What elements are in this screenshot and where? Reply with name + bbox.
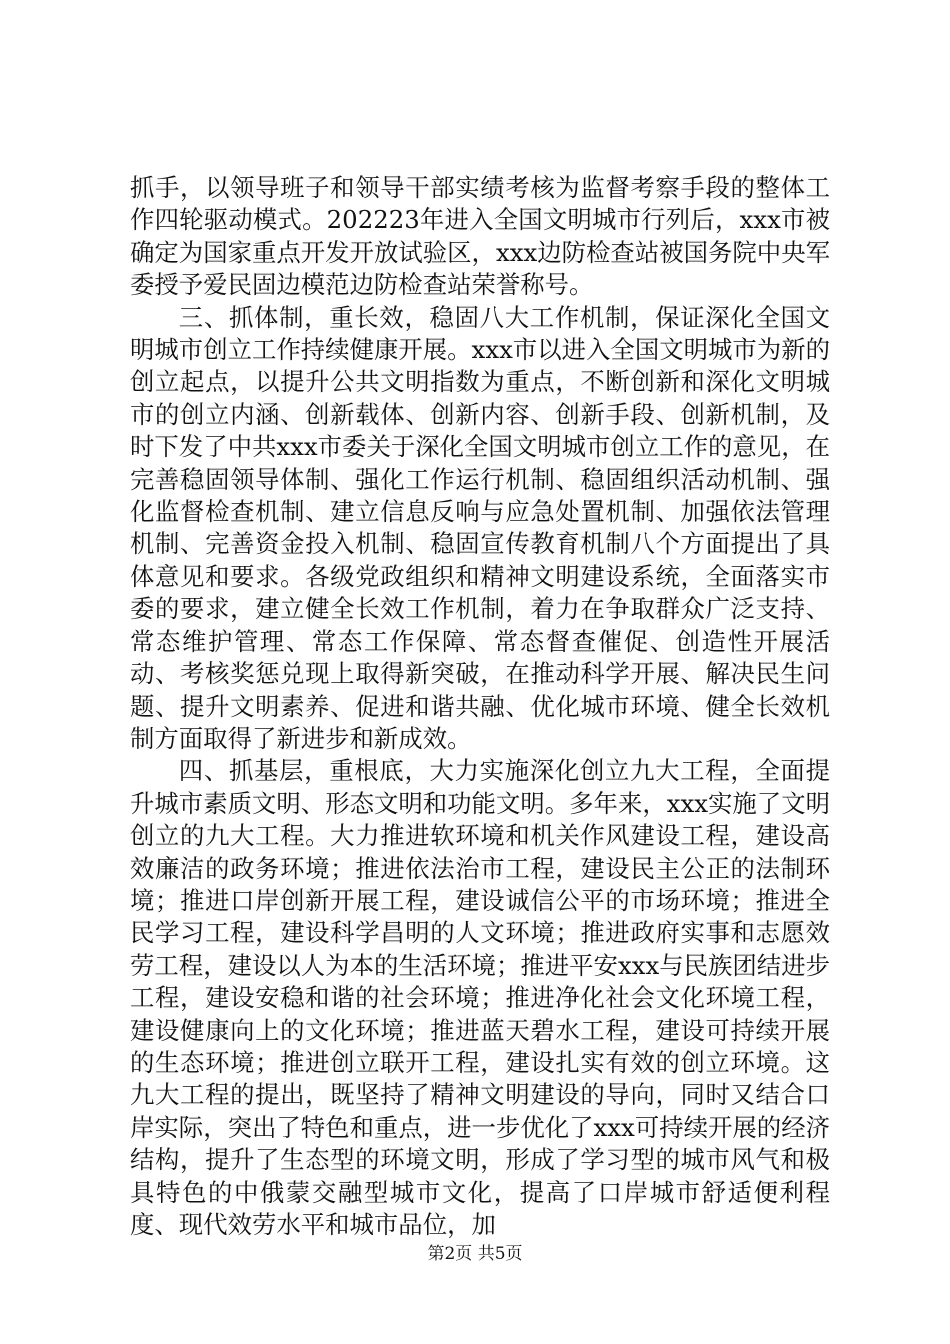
- paragraph-2: 三、抓体制，重长效，稳固八大工作机制，保证深化全国文明城市创立工作持续健康开展。xxx市以进入全国文明城市为新的创立起点，以提升公共文明指数为重点，不断创新和深化文明城市的创立内涵、创新载体、创新内容、创新手段、创新机制，及时下发了中共xxx市委关于深化全国文明城市创立工作的意见，在完善稳固领导体制、强化工作运行机制、稳固组织活动机制、强化监督检查机制、建立信息反响与应急处置机制、加强依法管理机制、完善资金投入机制、稳固宣传教育机制八个方面提出了具体意见和要求。各级党政组织和精神文明建设系统，全面落实市委的要求，建立健全长效工作机制，着力在争取群众广泛支持、常态维护管理、常态工作保障、常态督查催促、创造性开展活动、考核奖惩兑现上取得新突破，在推动科学开展、解决民生问题、提升文明素养、促进和谐共融、优化城市环境、健全长效机制方面取得了新进步和新成效。: [130, 302, 830, 753]
- paragraph-1: 抓手，以领导班子和领导干部实绩考核为监督考察手段的整体工作四轮驱动模式。202223年进入全国文明城市行列后，xxx市被确定为国家重点开发开放试验区，xxx边防检查站被国务院中央军委授予爱民固边模范边防检查站荣誉称号。: [130, 173, 830, 300]
- document-body: [130, 172, 830, 1241]
- paragraph-3: 四、抓基层，重根底，大力实施深化创立九大工程，全面提升城市素质文明、形态文明和功能文明。多年来，xxx实施了文明创立的九大工程。大力推进软环境和机关作风建设工程，建设高效廉洁的政务环境；推进依法治市工程，建设民主公正的法制环境；推进口岸创新开展工程，建设诚信公平的市场环境；推进全民学习工程，建设科学昌明的人文环境；推进政府实事和志愿效劳工程，建设以人为本的生活环境；推进平安xxx与民族团结进步工程，建设安稳和谐的社会环境；推进净化社会文化环境工程，建设健康向上的文化环境；推进蓝天碧水工程，建设可持续开展的生态环境；推进创立联开工程，建设扎实有效的创立环境。这九大工程的提出，既坚持了精神文明建设的导向，同时又结合口岸实际，突出了特色和重点，进一步优化了xxx可持续开展的经济结构，提升了生态型的环境文明，形成了学习型的城市风气和极具特色的中俄蒙交融型城市文化，提高了口岸城市舒适便利程度、现代效劳水平和城市品位，加: [130, 756, 830, 1239]
- page-footer: 第2页 共5页: [427, 1244, 523, 1264]
